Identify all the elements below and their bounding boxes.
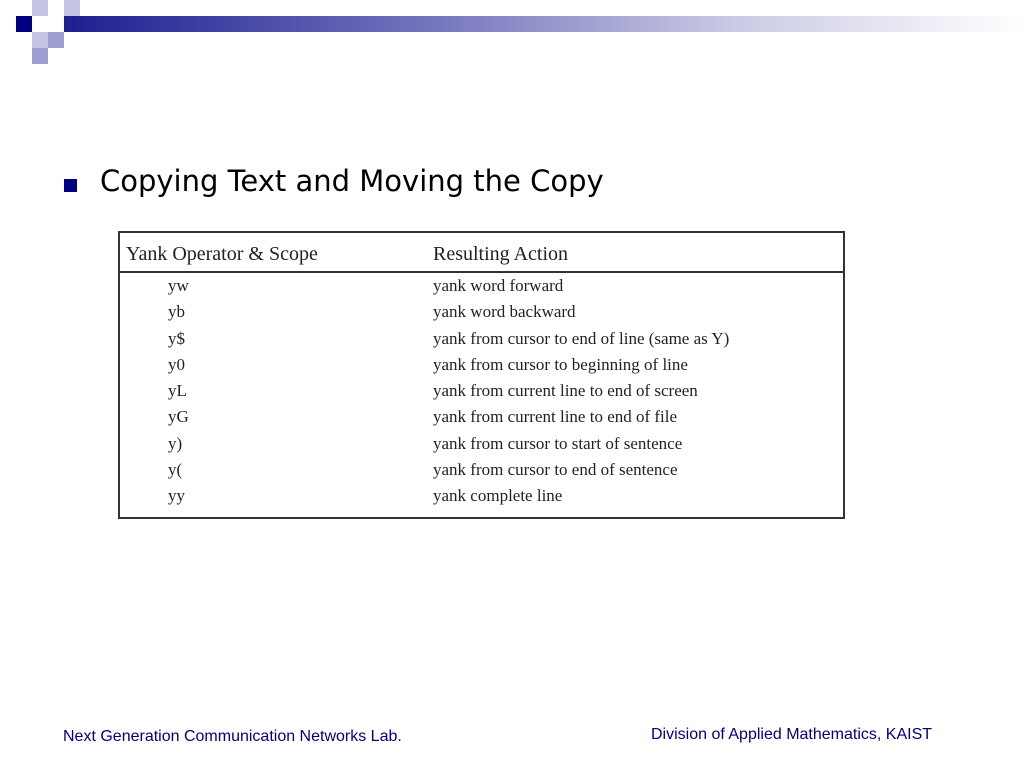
operator-cell: y$ xyxy=(168,328,185,348)
header-gradient-bar xyxy=(50,16,1024,32)
header-square-decoration xyxy=(16,16,32,32)
operator-cell: y0 xyxy=(168,354,185,374)
action-cell: yank word forward xyxy=(433,276,564,295)
header-square-decoration xyxy=(32,0,48,16)
operator-cell: y) xyxy=(168,433,183,453)
action-cell: yank complete line xyxy=(433,486,563,506)
action-cell: yank from cursor to end of sentence xyxy=(433,460,678,480)
action-cell: yank from current line to end of screen xyxy=(433,381,698,401)
table-row xyxy=(120,352,843,378)
operator-cell: yw xyxy=(168,276,189,295)
header-square-decoration xyxy=(48,16,64,32)
table-row xyxy=(120,378,843,404)
table-header xyxy=(120,233,843,273)
footer-division-name: Division of Applied Mathematics, KAIST xyxy=(651,726,933,743)
header-square-decoration xyxy=(48,32,64,48)
action-cell: yank from cursor to beginning of line xyxy=(433,354,688,374)
table-header-operator: Yank Operator & Scope xyxy=(126,243,318,265)
bullet-heading: Copying Text and Moving the Copy xyxy=(100,164,604,198)
table-row xyxy=(120,273,843,299)
table-row xyxy=(120,326,843,352)
action-cell: yank from cursor to start of sentence xyxy=(433,433,683,453)
table-header-action: Resulting Action xyxy=(433,243,568,265)
operator-cell: y( xyxy=(168,460,183,480)
operator-cell: yG xyxy=(168,407,189,427)
operator-cell: yL xyxy=(168,381,187,401)
table-row xyxy=(120,483,843,509)
table-row xyxy=(120,431,843,457)
footer-lab-name: Next Generation Communication Networks Lab. xyxy=(63,728,402,745)
table-body xyxy=(120,273,843,510)
action-cell: yank from cursor to end of line (same as Y) xyxy=(433,328,730,348)
table-row xyxy=(120,404,843,430)
header-square-decoration xyxy=(32,48,48,64)
table-row xyxy=(120,299,843,325)
action-cell: yank word backward xyxy=(433,302,576,322)
action-cell: yank from current line to end of file xyxy=(433,407,678,427)
yank-operator-table xyxy=(118,231,845,519)
table-row xyxy=(120,457,843,483)
header-square-decoration xyxy=(32,32,48,48)
bullet-square-icon xyxy=(64,179,77,192)
header-square-decoration xyxy=(64,0,80,16)
operator-cell: yb xyxy=(168,302,185,322)
operator-cell: yy xyxy=(168,486,185,506)
